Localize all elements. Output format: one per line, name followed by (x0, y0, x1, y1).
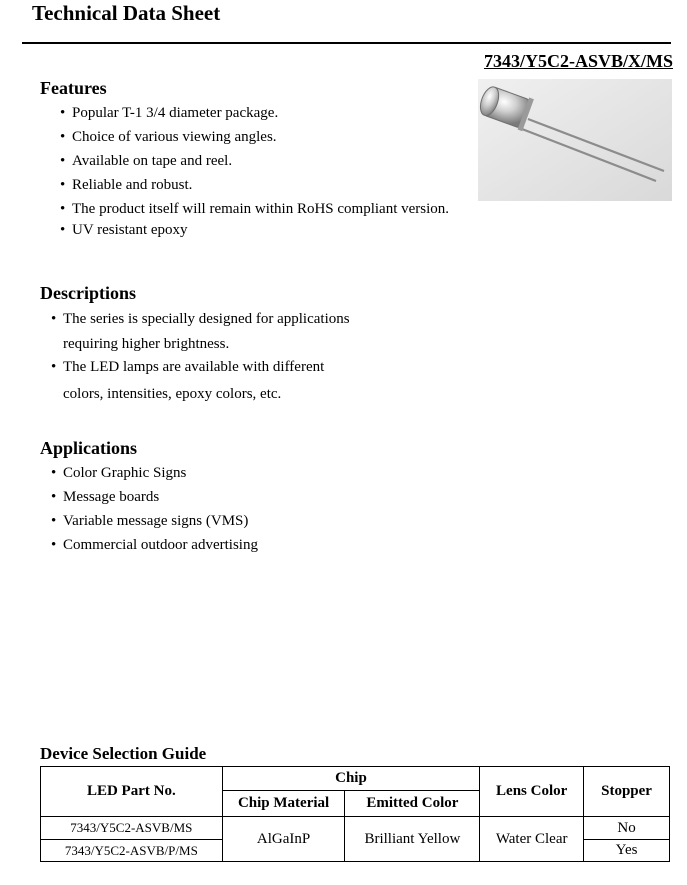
led-lamp-photo (478, 79, 672, 201)
list-item-text: The LED lamps are available with different (63, 359, 325, 375)
part-number: 7343/Y5C2-ASVB/X/MS (483, 51, 673, 71)
list-item: • Message boards (51, 486, 258, 510)
part-no-cell: 7343/Y5C2-ASVB/P/MS (41, 840, 223, 862)
device-selection-heading: Device Selection Guide (40, 744, 207, 763)
list-item-continuation: requiring higher brightness. (63, 335, 230, 352)
header-stopper: Stopper (584, 767, 670, 817)
descriptions-heading: Descriptions (40, 283, 136, 303)
header-emitted-color: Emitted Color (345, 791, 480, 817)
features-list (60, 102, 449, 243)
list-item: • The product itself will remain within RoHS compliant version. (60, 198, 449, 222)
list-item: • Reliable and robust. (60, 174, 449, 198)
part-no-cell: 7343/Y5C2-ASVB/MS (41, 817, 223, 840)
stopper-cell: No (584, 817, 670, 840)
emitted-color-cell: Brilliant Yellow (345, 817, 480, 862)
list-item: • Choice of various viewing angles. (60, 126, 449, 150)
features-heading: Features (40, 78, 107, 98)
list-item: • Popular T-1 3/4 diameter package. (60, 102, 449, 126)
applications-heading: Applications (40, 438, 138, 458)
list-item: • UV resistant epoxy (60, 219, 449, 243)
header-chip: Chip (222, 767, 480, 791)
list-item (51, 307, 350, 356)
list-item-continuation: colors, intensities, epoxy colors, etc. (63, 385, 282, 402)
device-selection-table (40, 766, 670, 862)
lens-color-cell: Water Clear (480, 817, 584, 862)
stopper-cell: Yes (584, 840, 670, 862)
list-item (51, 355, 350, 406)
header-part-no: LED Part No. (41, 767, 223, 817)
applications-list (51, 462, 258, 558)
header-divider (22, 42, 671, 44)
header-chip-material: Chip Material (222, 791, 345, 817)
descriptions-list (51, 307, 350, 406)
list-item: • Commercial outdoor advertising (51, 534, 258, 558)
list-item-text: The series is specially designed for applications (63, 311, 350, 327)
chip-material-cell: AlGaInP (222, 817, 345, 862)
list-item: • Color Graphic Signs (51, 462, 258, 486)
list-item: • Available on tape and reel. (60, 150, 449, 174)
table-row (41, 817, 670, 840)
list-item: • Variable message signs (VMS) (51, 510, 258, 534)
document-title: Technical Data Sheet (32, 1, 221, 25)
header-lens-color: Lens Color (480, 767, 584, 817)
